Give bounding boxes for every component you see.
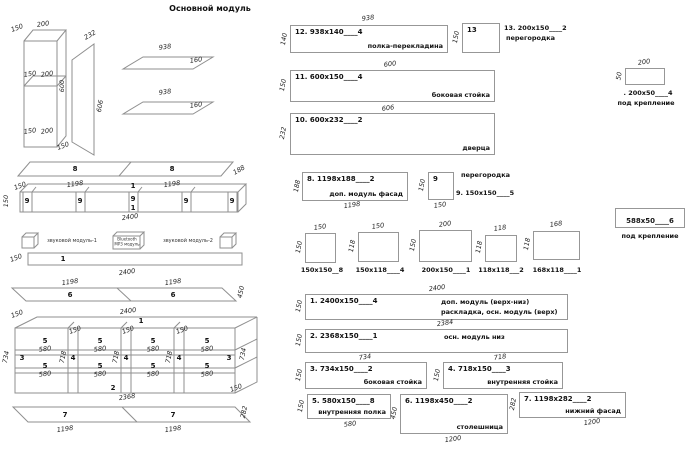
part-5-dim-left: 150 bbox=[295, 399, 307, 413]
u-d150b-label: 150 bbox=[67, 324, 83, 336]
shelf1-l-label: 938 bbox=[158, 42, 172, 52]
part-8-box bbox=[302, 172, 408, 201]
u-h-l-label: 734 bbox=[0, 350, 12, 364]
panel-h-label: 606 bbox=[94, 99, 106, 113]
small-part-1-label: 150x150__8 bbox=[300, 266, 344, 274]
small-part-5-box bbox=[533, 231, 580, 260]
part-1-spec: 1. 2400x150____4 bbox=[310, 297, 378, 305]
part-3-name: боковая стойка bbox=[363, 378, 422, 386]
part-8-name: доп. модуль фасад bbox=[329, 190, 403, 198]
tm-n9e-label: 9 bbox=[229, 197, 235, 205]
part-11-name: боковая стойка bbox=[431, 91, 490, 99]
bluetooth-label-line2: MP3 модуль bbox=[114, 241, 140, 247]
part-13-dim-left: 150 bbox=[450, 30, 462, 44]
part-11-dim-top: 600 bbox=[383, 59, 397, 69]
u580-6-label: 580 bbox=[93, 369, 107, 379]
part-6-box bbox=[400, 394, 508, 434]
s7-d1-label: 1198 bbox=[56, 423, 74, 435]
part-13-name: перегородка bbox=[506, 34, 555, 42]
part-12-dim-left: 140 bbox=[278, 32, 290, 46]
tm-len-label: 2400 bbox=[121, 211, 139, 223]
panel-w-label: 232 bbox=[82, 28, 98, 42]
u5-4-label: 5 bbox=[204, 337, 210, 345]
small-part-5-label: 168x118____1 bbox=[532, 266, 582, 274]
u5-3-label: 5 bbox=[150, 337, 156, 345]
u5-6-label: 5 bbox=[97, 362, 103, 370]
strip-8-drawing bbox=[18, 162, 233, 176]
part-2-name: осн. модуль низ bbox=[444, 333, 505, 341]
small-part-2-box bbox=[358, 232, 399, 262]
part-3-dim-left: 150 bbox=[293, 368, 305, 382]
small-part-1-box bbox=[305, 233, 336, 263]
small-part-3-label: 200x150____1 bbox=[421, 266, 471, 274]
s8-d1-label: 1198 bbox=[66, 178, 84, 190]
part-12-dim-top: 938 bbox=[361, 13, 375, 23]
mount-200x50-name: под крепление bbox=[617, 99, 675, 107]
part-2-box bbox=[305, 329, 568, 353]
sheet-title: Основной модуль bbox=[169, 4, 251, 13]
part-2-dim-top: 2384 bbox=[436, 317, 454, 329]
s8-side-label: 188 bbox=[231, 163, 247, 177]
s8-n2-label: 8 bbox=[169, 165, 175, 173]
u-d150a-label: 150 bbox=[9, 308, 25, 320]
part-12-spec: 12. 938x140____4 bbox=[295, 28, 363, 36]
part-1-name-line2: раскладка, осн. модуль (верх) bbox=[441, 308, 558, 316]
small-part-2-dim-top: 150 bbox=[371, 221, 385, 231]
part-4-name: внутренняя стойка bbox=[487, 378, 558, 386]
mount-200x50-dim-left: 50 bbox=[614, 71, 624, 81]
u580-4-label: 580 bbox=[200, 344, 214, 354]
part-5-spec: 5. 580x150____8 bbox=[312, 397, 375, 405]
part-4-box bbox=[443, 362, 563, 389]
part-10-dim-top: 606 bbox=[381, 103, 395, 113]
small-part-3-dim-left: 150 bbox=[407, 238, 419, 252]
u-bdim-label: 2368 bbox=[118, 391, 136, 403]
bar-h-label: 150 bbox=[8, 252, 24, 264]
mount-588x50-spec: 588x50____6 bbox=[626, 217, 674, 225]
part-8-dim-left: 188 bbox=[291, 179, 303, 193]
mount-200x50-spec: . 200x50____4 bbox=[623, 89, 673, 97]
sound-module-2-label: звуковой модуль-2 bbox=[163, 238, 213, 244]
s6-n1-label: 6 bbox=[67, 291, 73, 299]
u-h-r-label: 734 bbox=[237, 347, 249, 361]
small-part-4-label: 118x118___2 bbox=[478, 266, 524, 274]
part-13-spec: 13. 200x150____2 bbox=[504, 24, 567, 32]
part-8-dim-bottom: 1198 bbox=[343, 199, 361, 211]
u5-7-label: 5 bbox=[150, 362, 156, 370]
tall-panel-drawing bbox=[72, 44, 94, 155]
strip-7-drawing bbox=[13, 407, 250, 422]
part-2-dim-left: 150 bbox=[293, 333, 305, 347]
part-9-number: 9 bbox=[433, 175, 438, 183]
shelf2-l-label: 938 bbox=[158, 87, 172, 97]
bluetooth-label-line1: Bluetooth bbox=[117, 236, 137, 242]
tm-d-label: 150 bbox=[12, 180, 28, 192]
part-11-dim-left: 150 bbox=[277, 78, 289, 92]
u-718c-label: 718 bbox=[163, 350, 175, 364]
u-n4c-label: 4 bbox=[176, 354, 182, 362]
col-h-label: 600 bbox=[58, 79, 66, 93]
col-w1-label: 200 bbox=[36, 19, 50, 29]
u580-1-label: 580 bbox=[38, 344, 52, 354]
small-part-1-dim-left: 150 bbox=[293, 240, 305, 254]
part-5-dim-bottom: 580 bbox=[343, 419, 357, 429]
s7-n2-label: 7 bbox=[170, 411, 176, 419]
part-9-dim-left: 150 bbox=[416, 178, 428, 192]
small-part-4-dim-left: 118 bbox=[473, 240, 485, 254]
s6-n2-label: 6 bbox=[170, 291, 176, 299]
col-w3-label: 200 bbox=[40, 126, 54, 136]
part-12-name: полка-перекладина bbox=[367, 42, 443, 50]
part-10-name: дверца bbox=[462, 144, 490, 152]
tm-n9a-label: 9 bbox=[24, 197, 30, 205]
mount-200x50-box bbox=[625, 68, 665, 85]
part-3-box bbox=[305, 362, 427, 389]
sound-module-1-label: звуковой модуль-1 bbox=[47, 238, 97, 244]
small-part-2-dim-left: 118 bbox=[346, 239, 358, 253]
col-w2-label: 200 bbox=[40, 69, 54, 79]
u-d150c-label: 150 bbox=[120, 324, 136, 336]
s7-d2-label: 1198 bbox=[164, 423, 182, 435]
u580-7-label: 580 bbox=[146, 369, 160, 379]
u-len-label: 2400 bbox=[119, 305, 137, 317]
s6-d2-label: 1198 bbox=[164, 276, 182, 288]
u-718a-label: 718 bbox=[57, 350, 69, 364]
col-d2-label: 150 bbox=[23, 69, 37, 79]
mount-588x50-box bbox=[615, 208, 685, 228]
u5-1-label: 5 bbox=[42, 337, 48, 345]
u-n1-label: 1 bbox=[138, 317, 144, 325]
part-9-box bbox=[428, 172, 454, 200]
mount-200x50-dim-top: 200 bbox=[637, 57, 651, 67]
part-9-spec: 9. 150x150____5 bbox=[456, 189, 515, 197]
part-13-box bbox=[462, 23, 500, 53]
tm-bot1-label: 1 bbox=[130, 204, 136, 212]
col-d1-label: 150 bbox=[9, 22, 25, 34]
part-3-spec: 3. 734x150____2 bbox=[310, 365, 373, 373]
col-d4-label: 150 bbox=[55, 140, 71, 152]
u-n4b-label: 4 bbox=[123, 354, 129, 362]
part-3-dim-top: 734 bbox=[358, 352, 372, 362]
part-1-dim-top: 2400 bbox=[428, 282, 446, 294]
part-6-dim-bottom: 1200 bbox=[444, 433, 462, 445]
tm-h-label: 150 bbox=[2, 194, 10, 208]
small-part-1-dim-top: 150 bbox=[313, 222, 327, 232]
part-13-number: 13 bbox=[467, 26, 477, 34]
part-10-spec: 10. 600x232____2 bbox=[295, 116, 363, 124]
small-part-4-dim-top: 118 bbox=[493, 223, 507, 233]
part-1-dim-left: 150 bbox=[293, 299, 305, 313]
s6-d1-label: 1198 bbox=[61, 276, 79, 288]
small-part-3-dim-top: 200 bbox=[438, 219, 452, 229]
col-d3-label: 150 bbox=[23, 126, 37, 136]
u5-5-label: 5 bbox=[42, 362, 48, 370]
u-n2-label: 2 bbox=[110, 384, 116, 392]
u580-3-label: 580 bbox=[146, 344, 160, 354]
part-1-name-line1: доп. модуль (верх-низ) bbox=[441, 298, 530, 306]
part-11-spec: 11. 600x150____4 bbox=[295, 73, 363, 81]
u580-2-label: 580 bbox=[93, 344, 107, 354]
u-n3a-label: 3 bbox=[19, 354, 25, 362]
strip-6-drawing bbox=[12, 288, 236, 301]
u-718b-label: 718 bbox=[110, 350, 122, 364]
part-7-dim-bottom: 1200 bbox=[583, 416, 601, 428]
part-12-box bbox=[290, 25, 448, 53]
small-part-2-label: 150x118____4 bbox=[355, 266, 405, 274]
part-6-dim-left: 450 bbox=[388, 406, 400, 420]
u-d150d-label: 150 bbox=[174, 324, 190, 336]
tm-n9d-label: 9 bbox=[183, 197, 189, 205]
bar-len-label: 2400 bbox=[118, 266, 136, 278]
u580-8-label: 580 bbox=[200, 369, 214, 379]
part-10-dim-left: 232 bbox=[277, 126, 289, 140]
part-6-name: столешница bbox=[456, 423, 503, 431]
tm-top1-label: 1 bbox=[130, 182, 136, 190]
part-6-spec: 6. 1198x450____2 bbox=[405, 397, 473, 405]
part-4-dim-top: 718 bbox=[493, 352, 507, 362]
part-10-box bbox=[290, 113, 495, 155]
part-9-dim-bottom: 150 bbox=[433, 200, 447, 210]
u-n3b-label: 3 bbox=[226, 354, 232, 362]
part-5-name: внутренняя полка bbox=[318, 408, 386, 416]
s8-n1-label: 8 bbox=[72, 165, 78, 173]
tm-n9c-label: 9 bbox=[130, 195, 136, 203]
u-d150e-label: 150 bbox=[228, 382, 244, 394]
u580-5-label: 580 bbox=[38, 369, 52, 379]
s8-d2-label: 1198 bbox=[163, 178, 181, 190]
shelf2-d-label: 160 bbox=[189, 100, 203, 110]
part-4-dim-left: 150 bbox=[431, 368, 443, 382]
part-5-box bbox=[307, 394, 391, 419]
u-n4a-label: 4 bbox=[70, 354, 76, 362]
part-7-dim-left: 282 bbox=[507, 397, 519, 411]
part-7-box bbox=[519, 392, 626, 418]
u5-8-label: 5 bbox=[204, 362, 210, 370]
tm-n9b-label: 9 bbox=[77, 197, 83, 205]
part-2-spec: 2. 2368x150____1 bbox=[310, 332, 378, 340]
s6-side-label: 450 bbox=[235, 285, 247, 299]
small-part-5-dim-top: 168 bbox=[549, 219, 563, 229]
part-4-spec: 4. 718x150____3 bbox=[448, 365, 511, 373]
s7-n1-label: 7 bbox=[62, 411, 68, 419]
part-7-spec: 7. 1198x282____2 bbox=[524, 395, 592, 403]
shelf-unit-drawing bbox=[15, 317, 257, 393]
bar-n-label: 1 bbox=[60, 255, 66, 263]
s7-side-label: 282 bbox=[238, 405, 250, 419]
small-part-3-box bbox=[419, 230, 472, 262]
u5-2-label: 5 bbox=[97, 337, 103, 345]
part-7-name: нижний фасад bbox=[565, 407, 621, 415]
part-8-spec: 8. 1198x188____2 bbox=[307, 175, 375, 183]
shelf1-d-label: 160 bbox=[189, 55, 203, 65]
part-11-box bbox=[290, 70, 495, 102]
part-1-box bbox=[305, 294, 568, 320]
mount-588x50-name: под крепление bbox=[621, 232, 679, 240]
small-part-5-dim-left: 118 bbox=[521, 237, 533, 251]
small-part-4-box bbox=[485, 235, 517, 262]
part-9-name: перегородка bbox=[461, 171, 510, 179]
